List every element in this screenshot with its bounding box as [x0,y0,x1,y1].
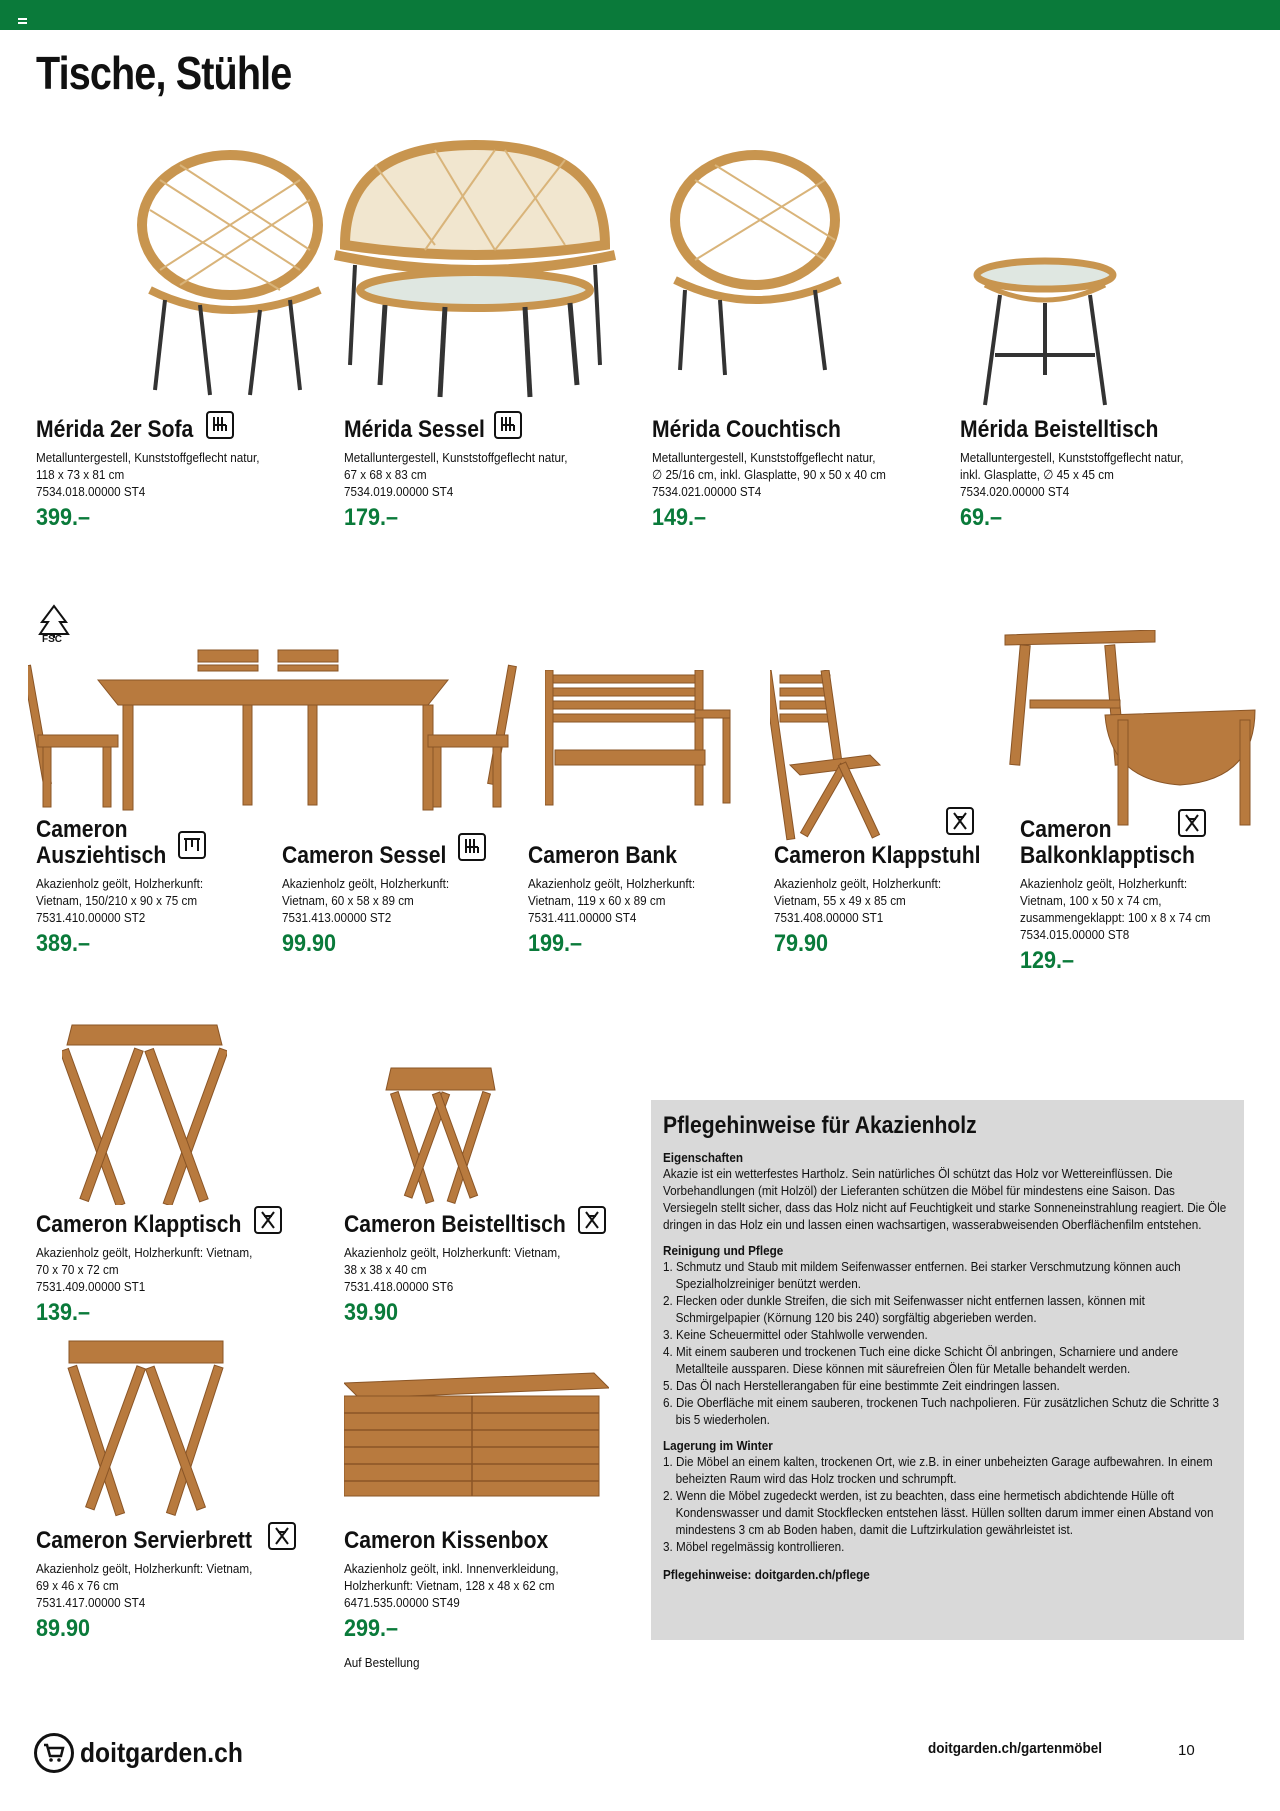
care-title: Pflegehinweise für Akazienholz [663,1112,977,1139]
product-price: 199.– [528,930,583,957]
product-name: Mérida Beistelltisch [960,416,1159,443]
product-description: Metalluntergestell, Kunststoffgeflecht natur, inkl. Glasplatte, ∅ 45 x 45 cm 7534.020.00000 ST4 [960,450,1184,499]
product-price: 299.– [344,1615,399,1642]
footer-logo[interactable] [34,1733,265,1773]
list-item: 5. Das Öl nach Herstellerangaben für eine bestimmte Zeit eindringen lassen. [663,1378,1060,1393]
page-number: 10 [1178,1742,1195,1759]
list-item: 4. Mit einem sauberen und trockenen Tuch eine dicke Schicht Öl anbringen, Scharniere und andere Metallteile aussparen. Diese können mit säurefreien Ölen für Metalle behandelt werden. [663,1344,1179,1376]
product-cameron-ausziehtisch[interactable] [36,817,276,958]
product-description: Metalluntergestell, Kunststoffgeflecht natur, 67 x 68 x 83 cm 7534.019.00000 ST4 [344,450,568,499]
folding-icon [254,1206,282,1234]
product-description: Akazienholz geölt, Holzherkunft: Vietnam, 119 x 60 x 89 cm 7531.411.00000 ST4 [528,876,696,925]
product-name-line1: Cameron [1020,816,1112,843]
product-description: Akazienholz geölt, Holzherkunft: Vietnam, 150/210 x 90 x 75 cm 7531.410.00000 ST2 [36,876,204,925]
merida-sofa-image [120,140,340,400]
product-merida-couchtisch[interactable] [652,417,952,532]
list-item: 2. Wenn die Möbel zugedeckt werden, ist zu beachten, dass eine hermetisch abdichtende Hülle oft Kondenswasser und damit Stockflecken entstehen lässt. Hüllen sollten darum immer einen Abstand von mindestens 3 cm ab Boden haben, damit die Luftzirkulation gewährleistet ist. [663,1488,1214,1537]
list-item: 1. Schmutz und Staub mit mildem Seifenwasser entfernen. Bei starker Verschmutzung können auch Spezialholzreiniger benützt werden. [663,1259,1181,1291]
care-link-line [663,1567,1175,1582]
cameron-servierbrett-image [66,1338,226,1518]
care-winter-list [663,1453,1230,1555]
merida-couchtisch-chair-image [655,140,845,380]
extendable-table-icon [178,831,206,859]
product-description: Metalluntergestell, Kunststoffgeflecht natur, ∅ 25/16 cm, inkl. Glasplatte, 90 x 50 x 40 cm 7534.021.00000 ST4 [652,450,886,499]
care-properties-text: Akazie ist ein wetterfestes Hartholz. Sein natürliches Öl schützt das Holz vor Wettereinflüssen. Die Vorbehandlungen (mit Holzöl) der Lieferanten schützen die Möbel für mindestens eine Saison. Das Versiegeln stellt sicher, dass das Holz nicht auf Feuchtigkeit und starke Sonneneinstrahlung reagiert. Die Öle dringen in das Holz ein und lassen einen wachsartigen, wasserabweisenden Oberflächenfilm entstehen. [663,1166,1227,1232]
product-cameron-klapptisch[interactable] [36,1212,326,1327]
list-item: 1. Die Möbel an einem kalten, trockenen Ort, wie z.B. in einer unbeheizten Garage aufbewahren. In einem beheizten Raum wird das Holz trocken und schrumpft. [663,1454,1213,1486]
product-name-line2: Balkonklapptisch [1020,842,1195,869]
list-item: 2. Flecken oder dunkle Streifen, die sich mit Seifenwasser nicht entfernen lassen, können mit Schmirgelpapier (Körnung 120 bis 240) sorgfältig abgerieben werden. [663,1293,1145,1325]
care-link-label: Pflegehinweise: [663,1567,752,1582]
product-cameron-klappstuhl[interactable] [774,843,1014,958]
product-merida-sessel[interactable] [344,417,634,532]
product-price: 69.– [960,504,1003,531]
list-item: 6. Die Oberfläche mit einem sauberen, trockenen Tuch nachpolieren. Für zusätzlichen Schutz die Schritte 3 bis 5 wiederholen. [663,1395,1220,1427]
list-item: 3. Möbel regelmässig kontrollieren. [663,1539,845,1554]
product-description: Akazienholz geölt, Holzherkunft: Vietnam, 69 x 46 x 76 cm 7531.417.00000 ST4 [36,1561,253,1610]
folding-icon [1178,809,1206,837]
product-name: Mérida Sessel [344,416,485,443]
product-price: 179.– [344,504,399,531]
footer-brand: doitgarden.ch [80,1737,243,1768]
merida-beistelltisch-image [970,255,1120,415]
product-name: Mérida Couchtisch [652,416,841,443]
product-merida-beistelltisch[interactable] [960,417,1260,532]
care-winter-title: Lagerung im Winter [663,1438,773,1453]
product-description: Akazienholz geölt, Holzherkunft: Vietnam, 70 x 70 x 72 cm 7531.409.00000 ST1 [36,1245,253,1294]
menu-icon[interactable] [18,18,27,24]
product-price: 139.– [36,1299,91,1326]
merida-sessel-sofa-image [325,135,625,405]
product-name-line1: Cameron [36,816,128,843]
folding-icon [578,1206,606,1234]
product-description: Akazienholz geölt, Holzherkunft: Vietnam, 55 x 49 x 85 cm 7531.408.00000 ST1 [774,876,942,925]
product-merida-2er-sofa[interactable] [36,417,326,532]
stacked-chair-icon [494,411,522,439]
cameron-bank-image [545,670,735,810]
cameron-ausziehtisch-image [28,645,518,815]
list-item: 3. Keine Scheuermittel oder Stahlwolle verwenden. [663,1327,928,1342]
care-instructions-box [651,1100,1244,1640]
care-link[interactable]: doitgarden.ch/pflege [754,1567,870,1582]
product-description: Metalluntergestell, Kunststoffgeflecht natur, 118 x 73 x 81 cm 7534.018.00000 ST4 [36,450,260,499]
product-cameron-bank[interactable] [528,843,758,958]
cameron-beistelltisch-image [383,1065,498,1205]
product-name: Cameron Servierbrett [36,1527,252,1554]
product-name: Cameron Beistelltisch [344,1211,566,1238]
product-price: 79.90 [774,930,829,957]
product-name: Cameron Klapptisch [36,1211,242,1238]
product-description: Akazienholz geölt, Holzherkunft: Vietnam, 100 x 50 x 74 cm, zusammengeklappt: 100 x 8 x 74 cm 7534.015.00000 ST8 [1020,876,1211,942]
stacked-chair-icon [458,833,486,861]
product-name: Mérida 2er Sofa [36,416,194,443]
product-price: 389.– [36,930,91,957]
product-price: 89.90 [36,1615,91,1642]
product-cameron-balkonklapptisch[interactable] [1020,817,1270,975]
product-name: Cameron Bank [528,842,678,869]
product-cameron-kissenbox[interactable] [344,1528,644,1670]
cameron-klappstuhl-image [770,670,890,845]
top-bar [0,0,1280,30]
product-name: Cameron Klappstuhl [774,842,981,869]
product-cameron-beistelltisch[interactable] [344,1212,634,1327]
cameron-kissenbox-image [344,1368,609,1503]
cart-icon [34,1733,74,1773]
product-name: Cameron Sessel [282,842,447,869]
product-cameron-servierbrett[interactable] [36,1528,326,1643]
product-price: 399.– [36,504,91,531]
cameron-klapptisch-image [62,1020,227,1205]
product-description: Akazienholz geölt, inkl. Innenverkleidung, Holzherkunft: Vietnam, 128 x 48 x 62 cm 6471.535.00000 ST49 [344,1561,559,1610]
product-name: Cameron Kissenbox [344,1527,549,1554]
product-price: 39.90 [344,1299,399,1326]
product-price: 129.– [1020,947,1075,974]
product-cameron-sessel[interactable] [282,843,522,958]
cameron-balkonklapptisch-image [1000,630,1265,830]
fsc-logo: FSC [34,604,74,648]
footer-link[interactable]: doitgarden.ch/gartenmöbel [928,1740,1103,1757]
folding-icon [946,807,974,835]
product-price: 149.– [652,504,707,531]
care-cleaning-title: Reinigung und Pflege [663,1243,784,1258]
page-title: Tische, Stühle [36,47,292,99]
care-cleaning-list [663,1258,1230,1428]
product-description: Akazienholz geölt, Holzherkunft: Vietnam, 38 x 38 x 40 cm 7531.418.00000 ST6 [344,1245,561,1294]
order-note: Auf Bestellung [344,1655,420,1670]
stacked-chair-icon [206,411,234,439]
care-properties-title: Eigenschaften [663,1150,743,1165]
product-price: 99.90 [282,930,337,957]
product-name-line2: Ausziehtisch [36,842,167,869]
folding-icon [268,1522,296,1550]
product-description: Akazienholz geölt, Holzherkunft: Vietnam, 60 x 58 x 89 cm 7531.413.00000 ST2 [282,876,450,925]
